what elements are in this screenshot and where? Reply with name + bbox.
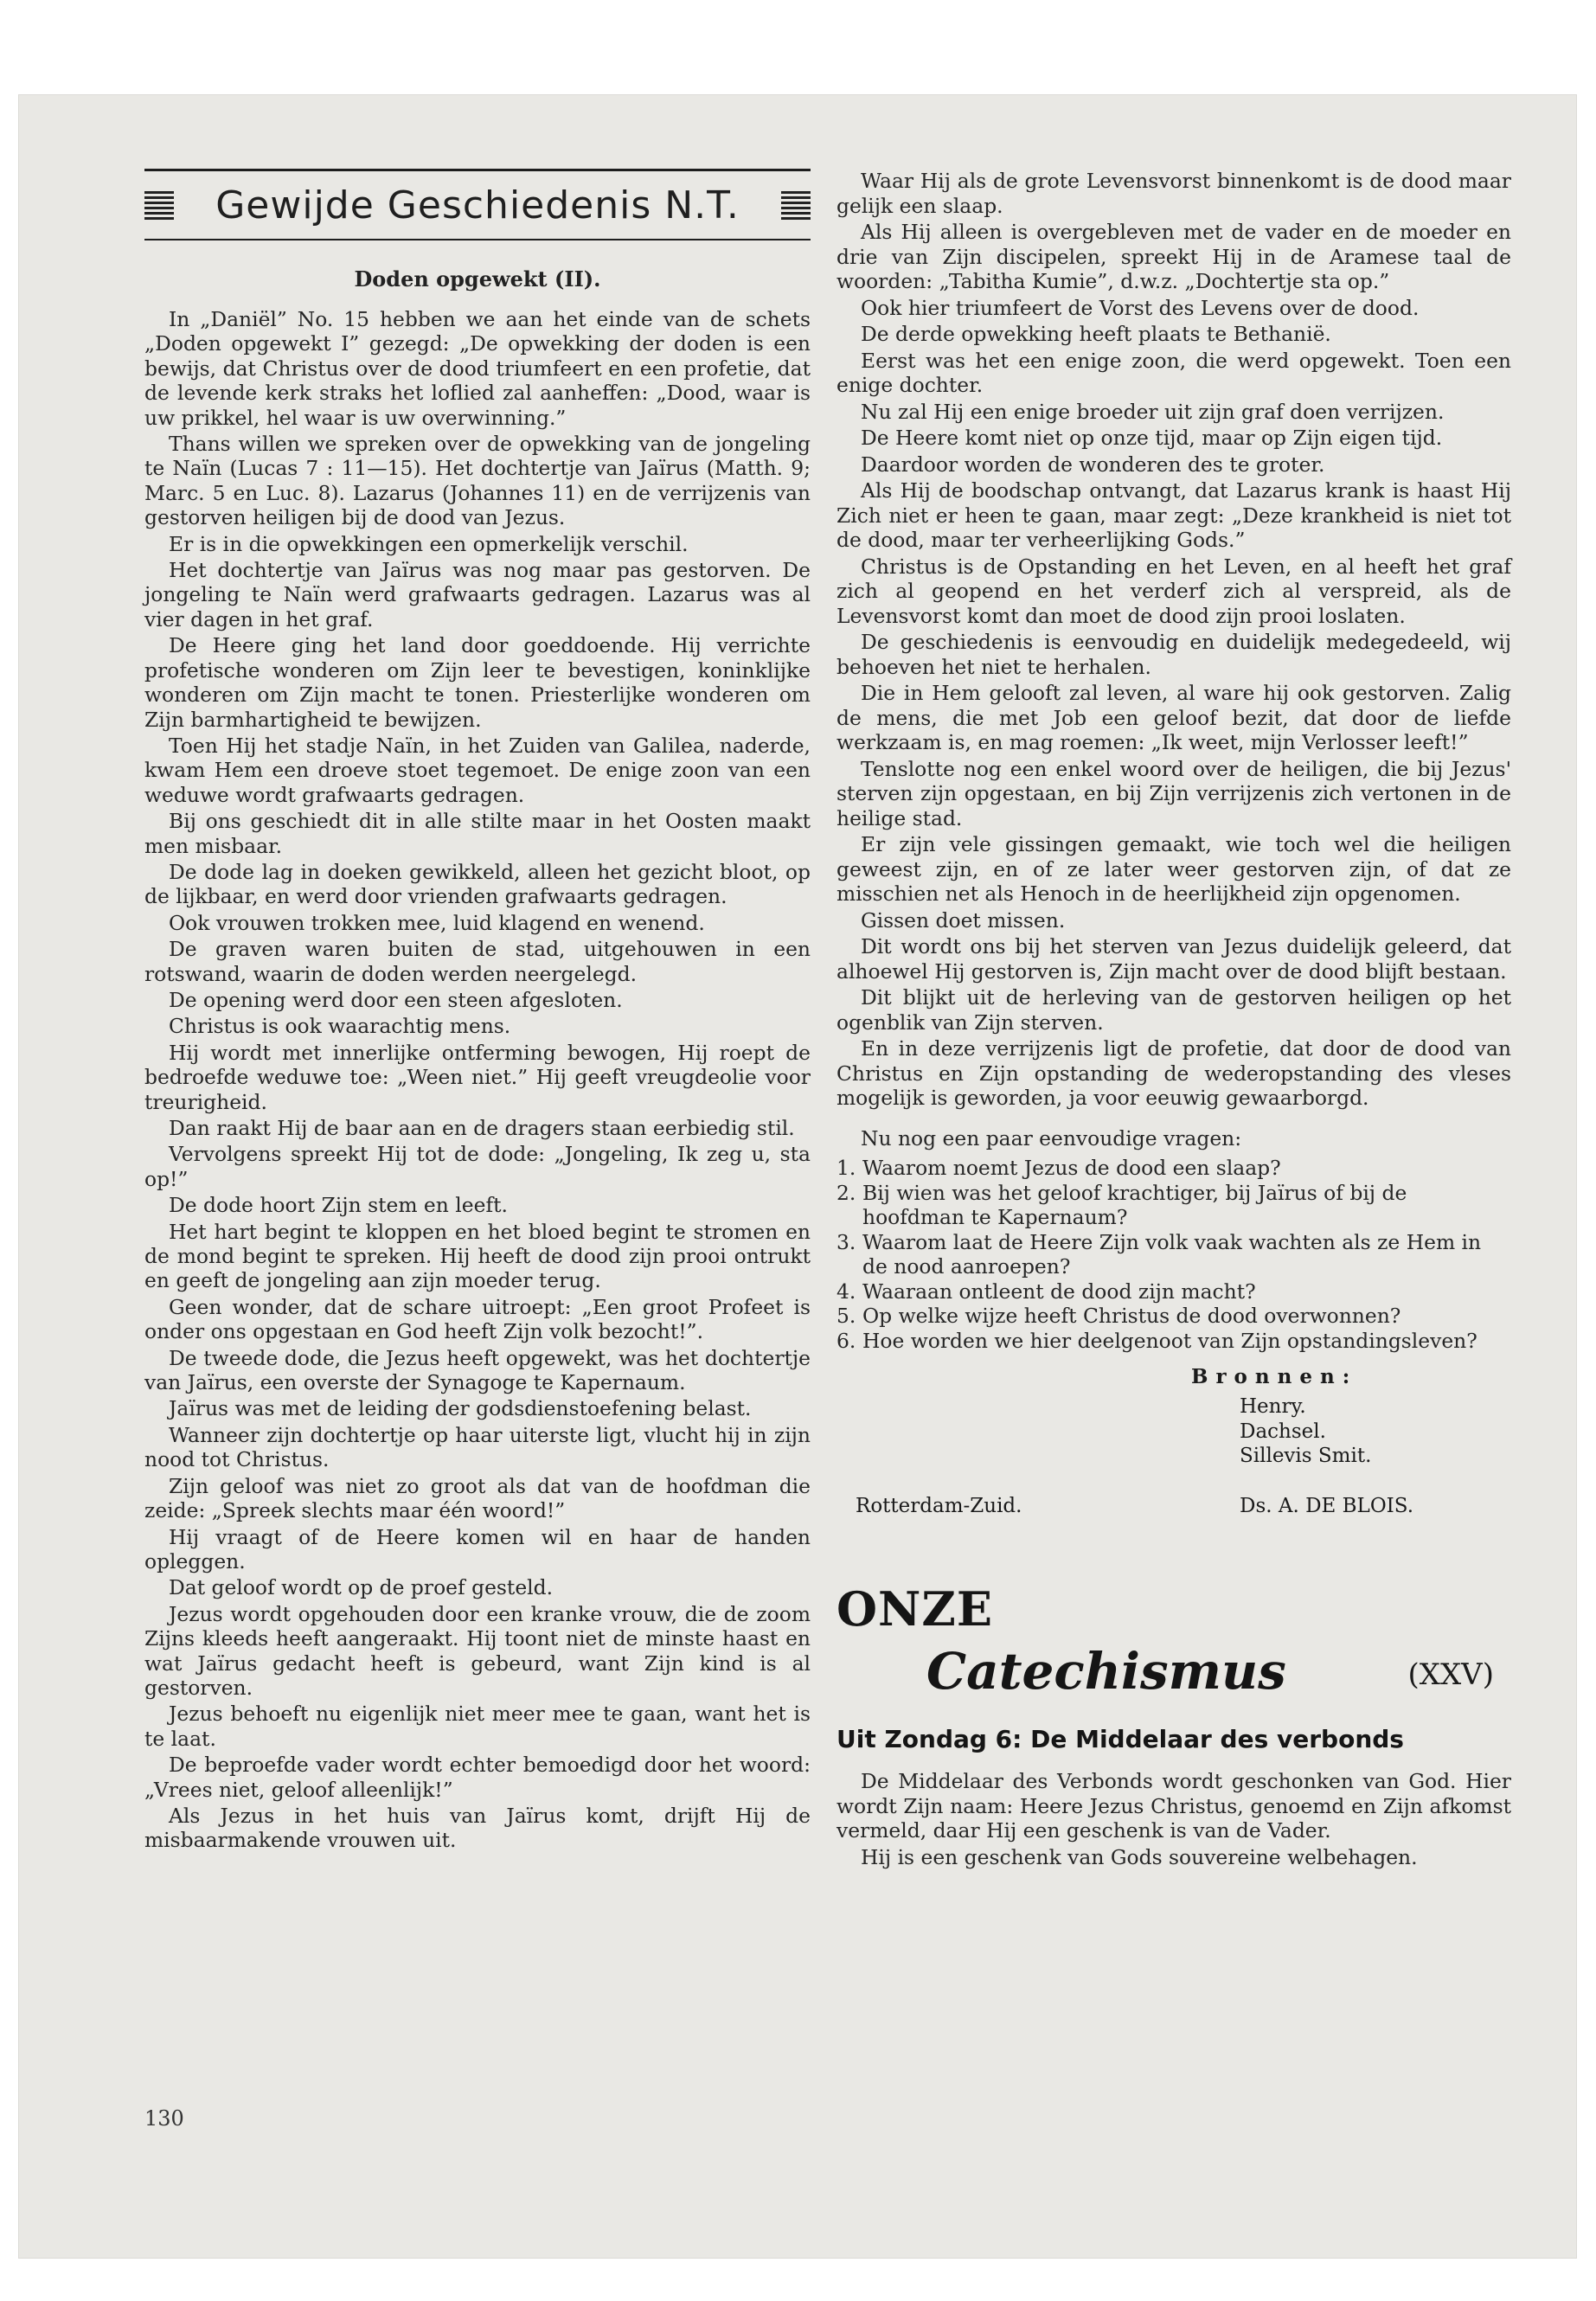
catechismus-row bbox=[836, 1642, 1511, 1701]
sunday-heading: Uit Zondag 6: De Middelaar des verbonds bbox=[836, 1725, 1404, 1753]
question-text: Op welke wijze heeft Christus de dood overwonnen? bbox=[862, 1304, 1401, 1328]
page-sheet bbox=[19, 95, 1576, 2258]
paragraph: Eerst was het een enige zoon, die werd opgewekt. Toen een enige dochter. bbox=[836, 348, 1511, 397]
paragraph: Vervolgens spreekt Hij tot de dode: „Jongeling, Ik zeg u, sta op!” bbox=[144, 1142, 811, 1191]
paragraph: De derde opwekking heeft plaats te Bethanië. bbox=[861, 322, 1331, 346]
question-item bbox=[836, 1304, 1511, 1329]
paragraph: De Heere komt niet op onze tijd, maar op Zijn eigen tijd. bbox=[861, 426, 1443, 450]
paragraph: De dode hoort Zijn stem en leeft. bbox=[169, 1193, 508, 1218]
paragraph: Het dochtertje van Jaïrus was nog maar pas gestorven. De jongeling te Naïn werd grafwaarts gedragen. Lazarus was al vier dagen in het graf. bbox=[144, 558, 811, 631]
paragraph: Als Hij de boodschap ontvangt, dat Lazarus krank is haast Hij Zich niet er heen te gaan, maar zegt: „Deze krankheid is niet tot de dood, maar ter verheerlijking Gods.” bbox=[836, 478, 1511, 552]
questions-list bbox=[836, 1156, 1511, 1353]
paragraph: De beproefde vader wordt echter bemoedigd door het woord: „Vrees niet, geloof alleenlijk!” bbox=[144, 1753, 811, 1802]
paragraph: Hij is een geschenk van Gods souvereine welbehagen. bbox=[861, 1844, 1418, 1869]
paragraph: Thans willen we spreken over de opwekking van de jongeling te Naïn (Lucas 7 : 11—15). Het dochtertje van Jaïrus (Matth. 9; Marc. 5 en Luc. 8). Lazarus (Johannes 11) en de verrijzenis van gestorven heiligen bij de dood van Jezus. bbox=[144, 432, 811, 530]
source-name: Sillevis Smit. bbox=[1240, 1445, 1372, 1467]
paragraph: De dode lag in doeken gewikkeld, alleen het gezicht bloot, op de lijkbaar, en werd door vrienden grafwaarts gedragen. bbox=[144, 859, 811, 909]
right-column bbox=[836, 169, 1511, 1871]
paragraph: Ook hier triumfeert de Vorst des Levens over de dood. bbox=[861, 295, 1420, 320]
paragraph: Die in Hem gelooft zal leven, al ware hij ook gestorven. Zalig de mens, die met Job een geloof bezit, dat door de liefde werkzaam is, en mag roemen: „Ik weet, mijn Verlosser leeft!” bbox=[836, 681, 1511, 754]
sources-label: Bronnen: bbox=[1191, 1365, 1358, 1388]
paragraph: Ook vrouwen trokken mee, luid klagend en wenend. bbox=[169, 910, 705, 935]
page-number: 130 bbox=[144, 2106, 184, 2131]
article-title: Doden opgewekt (II). bbox=[354, 266, 601, 292]
source-name: Henry. bbox=[1240, 1395, 1306, 1418]
section-title: Gewijde Geschiedenis N.T. bbox=[215, 183, 740, 228]
section-banner bbox=[144, 171, 811, 239]
banner-ornament-icon bbox=[144, 190, 174, 220]
onze-heading: ONZE bbox=[836, 1581, 993, 1637]
question-number: 3. bbox=[836, 1229, 856, 1254]
sources-block bbox=[836, 1365, 1511, 1555]
paragraph: Als Jezus in het huis van Jaïrus komt, drijft Hij de misbaarmakende vrouwen uit. bbox=[144, 1803, 811, 1853]
question-item bbox=[836, 1230, 1511, 1279]
question-text: Waarom noemt Jezus de dood een slaap? bbox=[862, 1156, 1281, 1180]
paragraph: In „Daniël” No. 15 hebben we aan het einde van de schets „Doden opgewekt I” gezegd: „De opwekking der doden is een bewijs, dat Christus over de dood triumfeert en een profetie, dat de levende kerk straks het loflied zal aanheffen: „Dood, waar is uw prikkel, hel waar is uw overwinning.” bbox=[144, 307, 811, 430]
paragraph: Toen Hij het stadje Naïn, in het Zuiden van Galilea, naderde, kwam Hem een droeve stoet tegemoet. De enige zoon van een weduwe wordt grafwaarts gedragen. bbox=[144, 733, 811, 807]
paragraph: Tenslotte nog een enkel woord over de heiligen, die bij Jezus' sterven zijn opgestaan, en bij Zijn verrijzenis zich vertonen in de heilige stad. bbox=[836, 756, 1511, 830]
question-number: 5. bbox=[836, 1304, 856, 1328]
author: Ds. A. DE BLOIS. bbox=[1240, 1495, 1414, 1517]
question-number: 6. bbox=[836, 1328, 856, 1353]
question-item bbox=[836, 1181, 1511, 1230]
right-body bbox=[836, 169, 1511, 1111]
sources-list bbox=[1240, 1394, 1371, 1469]
catechismus-heading: Catechismus bbox=[926, 1642, 1286, 1701]
paragraph: Dit wordt ons bij het sterven van Jezus duidelijk geleerd, dat alhoewel Hij gestorven is, Zijn macht over de dood blijft bestaan. bbox=[836, 934, 1511, 984]
paragraph: En in deze verrijzenis ligt de profetie, dat door de dood van Christus en Zijn opstanding de wederopstanding des vleses mogelijk is geworden, ja voor eeuwig gewaarborgd. bbox=[836, 1036, 1511, 1110]
paragraph: De Middelaar des Verbonds wordt geschonken van God. Hier wordt Zijn naam: Heere Jezus Christus, genoemd en Zijn afkomst vermeld, daar Hij een geschenk is van de Vader. bbox=[836, 1769, 1511, 1843]
paragraph: Dit blijkt uit de herleving van de gestorven heiligen op het ogenblik van Zijn sterven. bbox=[836, 985, 1511, 1035]
left-column bbox=[144, 169, 811, 1855]
paragraph: Er is in die opwekkingen een opmerkelijk verschil. bbox=[169, 531, 689, 556]
catechism-body bbox=[836, 1769, 1511, 1869]
paragraph: De opening werd door een steen afgesloten. bbox=[169, 987, 623, 1012]
paragraph: Gissen doet missen. bbox=[861, 907, 1066, 933]
paragraph: Geen wonder, dat de schare uitroept: „Een groot Profeet is onder ons opgestaan en God heeft Zijn volk bezocht!”. bbox=[144, 1294, 811, 1344]
paragraph: Bij ons geschiedt dit in alle stilte maar in het Oosten maakt men misbaar. bbox=[144, 809, 811, 858]
paragraph: Jaïrus was met de leiding der godsdienstoefening belast. bbox=[169, 1396, 752, 1421]
paragraph: Zijn geloof was niet zo groot als dat van de hoofdman die zeide: „Spreek slechts maar één woord!” bbox=[144, 1473, 811, 1523]
place: Rotterdam-Zuid. bbox=[856, 1495, 1022, 1517]
paragraph: Nu zal Hij een enige broeder uit zijn graf doen verrijzen. bbox=[861, 399, 1445, 424]
question-text: Bij wien was het geloof krachtiger, bij Jaïrus of bij de hoofdman te Kapernaum? bbox=[862, 1180, 1407, 1229]
paragraph: Het hart begint te kloppen en het bloed begint te stromen en de mond begint te spreken. Hij heeft de dood zijn prooi ontrukt en geeft de jongeling aan zijn moeder terug. bbox=[144, 1219, 811, 1293]
question-text: Waaraan ontleent de dood zijn macht? bbox=[862, 1279, 1256, 1304]
question-item bbox=[836, 1156, 1511, 1181]
question-text: Hoe worden we hier deelgenoot van Zijn opstandingsleven? bbox=[862, 1328, 1477, 1353]
left-body bbox=[144, 307, 811, 1853]
paragraph: Christus is ook waarachtig mens. bbox=[169, 1014, 511, 1039]
paragraph: De geschiedenis is eenvoudig en duidelijk medegedeeld, wij behoeven het niet te herhalen. bbox=[836, 630, 1511, 679]
paragraph: Jezus behoeft nu eigenlijk niet meer mee te gaan, want het is te laat. bbox=[144, 1702, 811, 1751]
paragraph: Waar Hij als de grote Levensvorst binnenkomt is de dood maar gelijk een slaap. bbox=[836, 169, 1511, 218]
question-item bbox=[836, 1279, 1511, 1304]
series-number: (XXV) bbox=[1407, 1657, 1494, 1692]
question-number: 2. bbox=[836, 1180, 856, 1205]
paragraph: Wanneer zijn dochtertje op haar uiterste ligt, vlucht hij in zijn nood tot Christus. bbox=[144, 1422, 811, 1472]
paragraph: Als Hij alleen is overgebleven met de vader en de moeder en drie van Zijn discipelen, spreekt Hij in de Aramese taal de woorden: „Tabitha Kumie”, d.w.z. „Dochtertje sta op.” bbox=[836, 220, 1511, 293]
paragraph: De tweede dode, die Jezus heeft opgewekt, was het dochtertje van Jaïrus, een overste der Synagoge te Kapernaum. bbox=[144, 1345, 811, 1395]
question-item bbox=[836, 1329, 1511, 1354]
question-number: 4. bbox=[836, 1279, 856, 1304]
paragraph: Hij vraagt of de Heere komen wil en haar de handen opleggen. bbox=[144, 1524, 811, 1574]
question-number: 1. bbox=[836, 1156, 856, 1180]
questions-intro: Nu nog een paar eenvoudige vragen: bbox=[861, 1125, 1242, 1150]
paragraph: De Heere ging het land door goeddoende. Hij verrichte profetische wonderen om Zijn leer te bevestigen, koninklijke wonderen om Zijn macht te tonen. Priesterlijke wonderen om Zijn barmhartigheid te bewijzen. bbox=[144, 633, 811, 732]
paragraph: Dat geloof wordt op de proef gesteld. bbox=[169, 1575, 554, 1600]
question-text: Waarom laat de Heere Zijn volk vaak wachten als ze Hem in de nood aanroepen? bbox=[862, 1229, 1482, 1279]
bottom-rule bbox=[144, 239, 811, 240]
paragraph: Christus is de Opstanding en het Leven, en al heeft het graf zich al geopend en het verderf zich al verspreid, als de Levensvorst komt dan moet de dood zijn prooi loslaten. bbox=[836, 554, 1511, 628]
paragraph: Er zijn vele gissingen gemaakt, wie toch wel die heiligen geweest zijn, en of ze later weer gestorven zijn, of dat ze misschien net als Henoch in de heerlijkheid zijn opgenomen. bbox=[836, 832, 1511, 906]
banner-ornament-icon bbox=[781, 190, 811, 220]
paragraph: Dan raakt Hij de baar aan en de dragers staan eerbiedig stil. bbox=[169, 1116, 795, 1140]
paragraph: Daardoor worden de wonderen des te groter. bbox=[861, 452, 1325, 477]
paragraph: Jezus wordt opgehouden door een kranke vrouw, die de zoom Zijns kleeds heeft aangeraakt. Hij toont niet de minste haast en wat Jaïrus gedacht heeft is gebeurd, want Zijn kind is al gestorven. bbox=[144, 1601, 811, 1700]
paragraph: De graven waren buiten de stad, uitgehouwen in een rotswand, waarin de doden werden neergelegd. bbox=[144, 937, 811, 986]
source-name: Dachsel. bbox=[1240, 1420, 1326, 1443]
paragraph: Hij wordt met innerlijke ontferming bewogen, Hij roept de bedroefde weduwe toe: „Ween niet.” Hij geeft vreugdeolie voor treurigheid. bbox=[144, 1040, 811, 1114]
